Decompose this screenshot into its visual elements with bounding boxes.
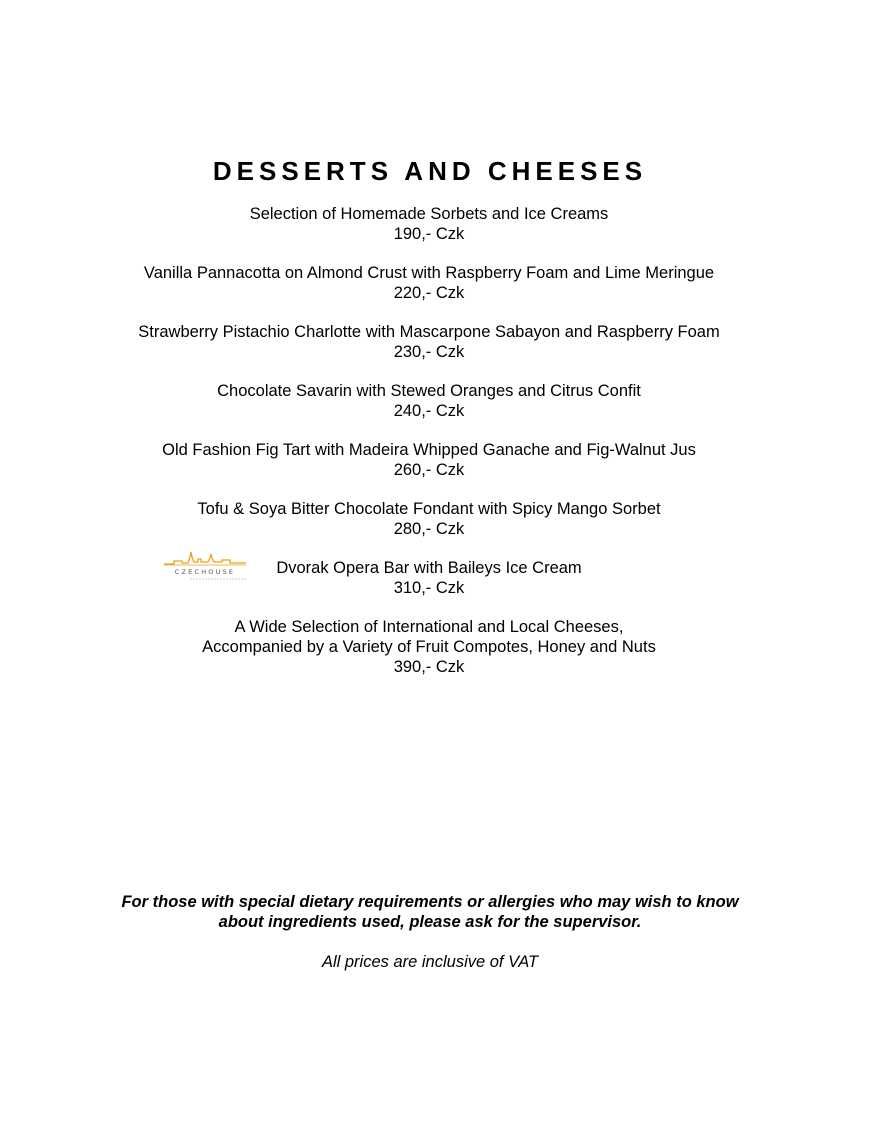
page-title: DESSERTS AND CHEESES (212, 156, 648, 186)
czech-house-logo-icon (160, 549, 250, 583)
menu-item-price: 220,- Czk (393, 284, 465, 302)
menu-item-price: 280,- Czk (393, 520, 465, 538)
menu-item (0, 617, 858, 677)
menu-item-price: 390,- Czk (393, 658, 465, 676)
menu-item-name: Selection of Homemade Sorbets and Ice Creams (249, 205, 609, 223)
menu-item (0, 381, 858, 421)
menu-item-name-line2: Accompanied by a Variety of Fruit Compotes, Honey and Nuts (202, 638, 656, 656)
menu-item-price: 230,- Czk (393, 343, 465, 361)
menu-item-price: 260,- Czk (393, 461, 465, 479)
menu-item-name: Old Fashion Fig Tart with Madeira Whipped Ganache and Fig-Walnut Jus (162, 441, 696, 459)
menu-item (0, 558, 858, 598)
menu-item-name: Chocolate Savarin with Stewed Oranges and Citrus Confit (217, 382, 641, 400)
menu-item (0, 440, 858, 480)
vat-note: All prices are inclusive of VAT (321, 953, 539, 971)
menu-item (0, 322, 858, 362)
menu-item-name: Strawberry Pistachio Charlotte with Mascarpone Sabayon and Raspberry Foam (138, 323, 720, 341)
menu-item-price: 240,- Czk (393, 402, 465, 420)
menu-list (0, 204, 858, 696)
dietary-note-line-1: For those with special dietary requirements or allergies who may wish to know (121, 893, 739, 911)
menu-item-name: Vanilla Pannacotta on Almond Crust with Raspberry Foam and Lime Meringue (143, 264, 715, 282)
menu-item-name: Dvorak Opera Bar with Baileys Ice Cream (276, 559, 582, 577)
menu-item-price: 190,- Czk (393, 225, 465, 243)
menu-item-price: 310,- Czk (393, 579, 465, 597)
menu-item-name: A Wide Selection of International and Local Cheeses, (234, 618, 624, 636)
menu-item-name: Tofu & Soya Bitter Chocolate Fondant with Spicy Mango Sorbet (197, 500, 661, 518)
footer (0, 892, 860, 972)
menu-item (0, 204, 858, 244)
dietary-note-line-2: about ingredients used, please ask for the supervisor. (218, 913, 642, 931)
svg-text:CZECHOUSE: CZECHOUSE (174, 568, 236, 576)
menu-item (0, 263, 858, 303)
menu-item (0, 499, 858, 539)
